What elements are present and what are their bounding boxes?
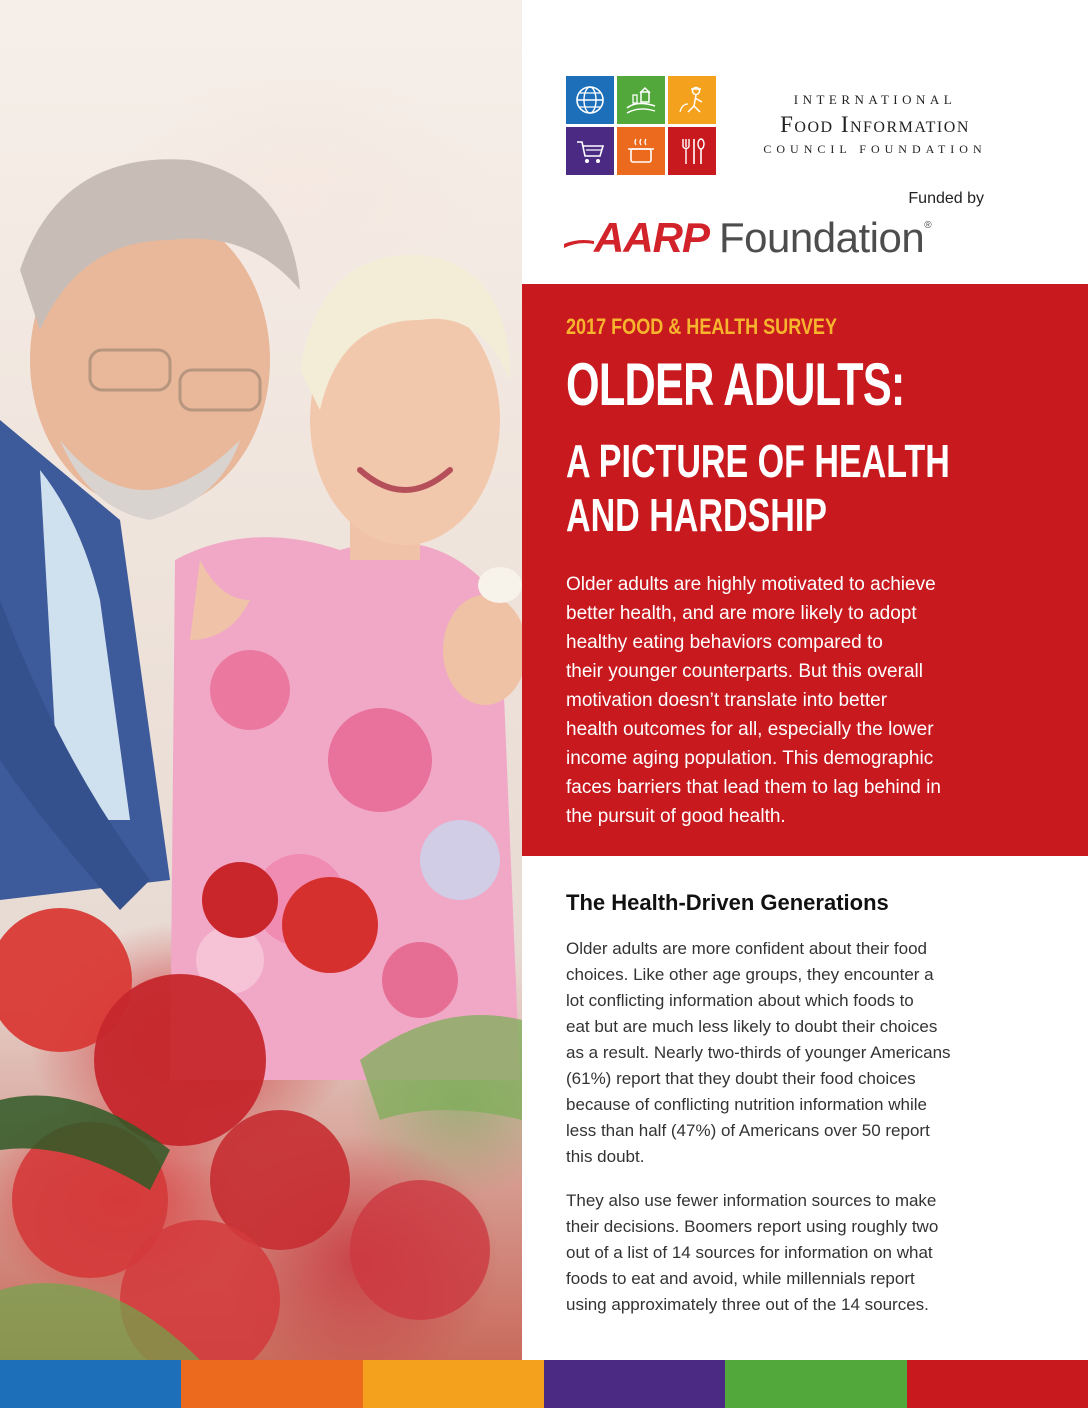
logo-tile-cart — [566, 127, 614, 175]
page-title: OLDER ADULTS: — [566, 351, 905, 418]
bottom-color-bar — [0, 1360, 1088, 1408]
cooking-pot-icon — [623, 133, 659, 169]
tomato — [282, 877, 378, 973]
survey-label: 2017 FOOD & HEALTH SURVEY — [566, 314, 837, 339]
utensils-icon — [674, 133, 710, 169]
paragraph-line: out of a list of 14 sources for information on what — [566, 1243, 933, 1262]
subtitle-line: A PICTURE OF HEALTH — [566, 435, 950, 487]
farm-icon — [623, 82, 659, 118]
body-paragraph-1 — [566, 936, 1006, 1170]
color-bar-segment — [544, 1360, 725, 1408]
aarp-swoosh-icon — [564, 228, 594, 250]
intro-line: income aging population. This demographic — [566, 748, 934, 769]
color-bar-segment — [907, 1360, 1088, 1408]
body-paragraph-2 — [566, 1188, 1006, 1318]
intro-line: health outcomes for all, especially the lower — [566, 719, 934, 740]
logo-tile-pot — [617, 127, 665, 175]
paragraph-line: foods to eat and avoid, while millennials report — [566, 1269, 915, 1288]
logo-tile-farm — [617, 76, 665, 124]
paragraph-line: using approximately three out of the 14 sources. — [566, 1295, 929, 1314]
color-bar-segment — [0, 1360, 181, 1408]
hero-photo — [0, 0, 522, 1360]
org-name-line3: COUNCIL FOUNDATION — [763, 142, 987, 156]
paragraph-line: less than half (47%) of Americans over 50 report — [566, 1121, 930, 1140]
ific-logo — [566, 76, 716, 176]
color-bar-segment — [181, 1360, 362, 1408]
funded-by-label: Funded by — [908, 190, 984, 207]
paragraph-line: lot conflicting information about which foods to — [566, 991, 914, 1010]
aarp-wordmark: AARP — [594, 214, 710, 261]
subtitle-line: AND HARDSHIP — [566, 489, 827, 541]
intro-line: healthy eating behaviors compared to — [566, 632, 883, 653]
intro-line: their younger counterparts. But this overall — [566, 661, 923, 682]
org-name-line2: Food Information — [780, 112, 970, 137]
intro-line: the pursuit of good health. — [566, 806, 786, 827]
org-name — [730, 92, 1020, 157]
paragraph-line: eat but are much less likely to doubt their choices — [566, 1017, 938, 1036]
org-name-line1: INTERNATIONAL — [793, 92, 957, 107]
paragraph-line: as a result. Nearly two-thirds of younger Americans — [566, 1043, 951, 1062]
registered-mark: ® — [924, 220, 932, 231]
farmer-icon — [674, 82, 710, 118]
paragraph-line: (61%) report that they doubt their food choices — [566, 1069, 916, 1088]
intro-paragraph — [566, 570, 1076, 831]
paragraph-line: They also use fewer information sources to make — [566, 1191, 937, 1210]
color-bar-segment — [363, 1360, 544, 1408]
logo-tile-globe — [566, 76, 614, 124]
logo-tile-utensils — [668, 127, 716, 175]
color-bar-segment — [725, 1360, 906, 1408]
section-heading: The Health-Driven Generations — [566, 890, 889, 915]
intro-line: motivation doesn’t translate into better — [566, 690, 888, 711]
photo-illustration — [0, 0, 522, 1360]
aarp-foundation-logo — [564, 214, 932, 264]
logo-tile-farmer — [668, 76, 716, 124]
page-subtitle — [566, 434, 950, 542]
paragraph-line: because of conflicting nutrition information while — [566, 1095, 927, 1114]
hero-red-panel — [522, 284, 1088, 856]
intro-line: better health, and are more likely to adopt — [566, 603, 917, 624]
intro-line: Older adults are highly motivated to achieve — [566, 574, 936, 595]
shopping-cart-icon — [572, 133, 608, 169]
paragraph-line: this doubt. — [566, 1147, 645, 1166]
paragraph-line: Older adults are more confident about their food — [566, 939, 927, 958]
paragraph-line: their decisions. Boomers report using roughly two — [566, 1217, 939, 1236]
aarp-foundation-word: Foundation — [719, 214, 925, 261]
paragraph-line: choices. Like other age groups, they encounter a — [566, 965, 934, 984]
globe-icon — [572, 82, 608, 118]
intro-line: faces barriers that lead them to lag behind in — [566, 777, 941, 798]
